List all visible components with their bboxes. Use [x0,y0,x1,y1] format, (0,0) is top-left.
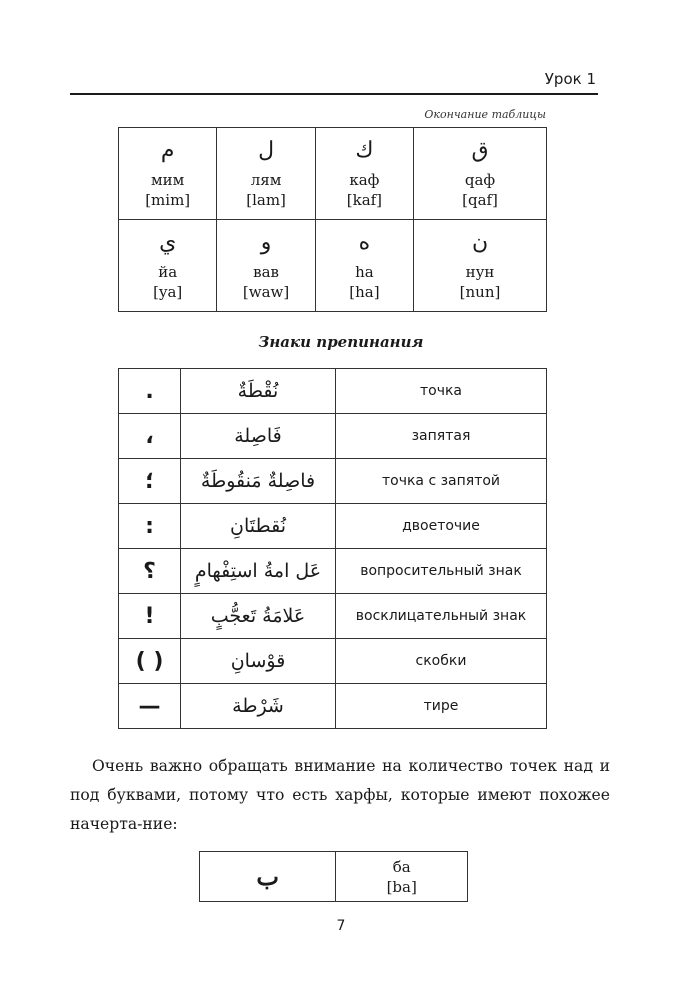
letter-cell [414,128,547,220]
letter-transliteration: [kaf] [346,190,383,209]
letter-transliteration: [ba] [386,877,417,896]
body-paragraph: Очень важно обращать внимание на количество точек над и под буквами, потому что есть харфы, которые имеют похожее начерта-ние: [70,757,610,833]
table-row [119,504,547,549]
punctuation-symbol: : [119,504,181,549]
letter-transliteration: [ya] [153,282,183,301]
punctuation-russian-name: двоеточие [336,504,547,549]
punctuation-russian-name: вопросительный знак [336,549,547,594]
arabic-letter: ل [258,137,275,163]
punctuation-arabic-name: فَاصِلة [181,414,336,459]
letter-cell [217,220,315,312]
table-row [119,684,547,729]
letter-cell [217,128,315,220]
punctuation-symbol: . [119,369,181,414]
letter-cell [336,852,468,902]
table-row [119,128,547,220]
page-number: 7 [336,918,346,934]
punctuation-russian-name: точка [336,369,547,414]
table-row [119,459,547,504]
arabic-letter: ي [159,229,177,255]
lesson-title: Урок 1 [544,70,596,88]
letter-transliteration: [lam] [246,190,286,209]
letter-cell [119,128,217,220]
letter-name: йа [158,262,178,281]
punctuation-symbol: — [119,684,181,729]
punctuation-arabic-name: عَل امةُ استِفْهامٍ [181,549,336,594]
punctuation-table [118,368,547,729]
table-row [119,220,547,312]
table-row [119,414,547,459]
arabic-letter: ق [471,137,489,163]
table-row [119,594,547,639]
punctuation-arabic-name: شَرْطة [181,684,336,729]
letter-name: лям [250,170,282,189]
punctuation-arabic-name: قوْسانِ [181,639,336,684]
letter-transliteration: [mim] [145,190,191,209]
letter-name: ha [355,262,374,281]
table-row [119,549,547,594]
arabic-letter: ب [200,852,336,902]
punctuation-russian-name: точка с запятой [336,459,547,504]
punctuation-symbol: ؟ [119,549,181,594]
arabic-letter: و [260,229,272,255]
letter-cell [414,220,547,312]
punctuation-symbol: ؛ [119,459,181,504]
arabic-letter: ه [358,229,371,255]
punctuation-russian-name: восклицательный знак [336,594,547,639]
punctuation-symbol: ! [119,594,181,639]
letter-name: ба [392,857,411,876]
letter-name: каф [349,170,380,189]
table-continuation-note: Окончание таблицы [424,108,546,121]
letter-name: qaф [464,170,496,189]
letters-table [118,127,547,312]
arabic-letter: م [160,137,175,163]
punctuation-arabic-name: نُقْطَةٌ [181,369,336,414]
arabic-letter: ن [471,229,489,255]
punctuation-symbol: ، [119,414,181,459]
header-divider [70,93,598,95]
punctuation-russian-name: запятая [336,414,547,459]
arabic-letter: ك [355,137,374,163]
table-row [119,369,547,414]
punctuation-section-title: Знаки препинания [258,333,424,351]
punctuation-symbol: ( ) [119,639,181,684]
punctuation-arabic-name: فاصِلةٌ مَنقُوطَةٌ [181,459,336,504]
punctuation-russian-name: тире [336,684,547,729]
letter-transliteration: [nun] [459,282,501,301]
punctuation-arabic-name: نُقطتَانِ [181,504,336,549]
letter-cell [315,128,413,220]
table-row [119,639,547,684]
letter-example-table [199,851,468,902]
punctuation-russian-name: скобки [336,639,547,684]
letter-name: вав [253,262,279,281]
letter-transliteration: [qaf] [462,190,498,209]
letter-transliteration: [ha] [349,282,380,301]
letter-name: нун [465,262,495,281]
letter-name: мим [151,170,185,189]
letter-cell [315,220,413,312]
table-row [200,852,468,902]
letter-cell [119,220,217,312]
punctuation-arabic-name: عَلامَةُ تَعجُّبٍ [181,594,336,639]
letter-transliteration: [waw] [242,282,290,301]
